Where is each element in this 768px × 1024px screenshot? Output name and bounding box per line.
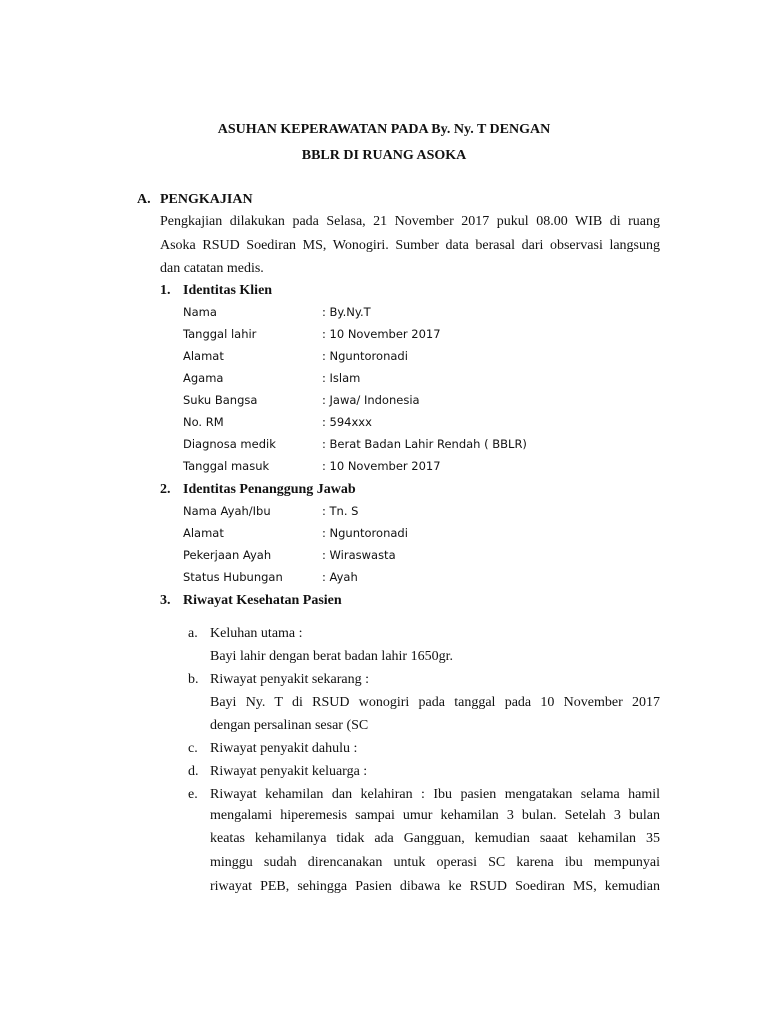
riwayat-number: 3. (160, 593, 171, 608)
riwayat-item-d-line-1: Riwayat penyakit keluarga : (210, 764, 368, 779)
riwayat-item-c-line-1: Riwayat penyakit dahulu : (210, 741, 358, 756)
riwayat-item-e-line-1: Riwayat kehamilan dan kelahiran : Ibu pasien mengatakan selama hamil (210, 787, 660, 802)
field-label-status-hubungan: Status Hubungan (183, 570, 283, 584)
identitas-penanggung-number: 2. (160, 482, 171, 497)
field-value-tanggal-lahir: : 10 November 2017 (322, 327, 441, 341)
field-value-alamat: : Nguntoronadi (322, 349, 408, 363)
section-a-heading: PENGKAJIAN (160, 192, 253, 207)
field-value-agama: : Islam (322, 371, 361, 385)
field-value-pekerjaan-ayah: : Wiraswasta (322, 548, 396, 562)
riwayat-item-e-marker: e. (188, 787, 198, 802)
riwayat-item-a-line-1: Keluhan utama : (210, 626, 303, 641)
riwayat-item-b-marker: b. (188, 672, 199, 687)
section-a-marker: A. (137, 192, 151, 207)
riwayat-item-a-line-2: Bayi lahir dengan berat badan lahir 1650gr. (210, 649, 453, 664)
field-label-tanggal-masuk: Tanggal masuk (183, 459, 270, 473)
field-value-alamat-penanggung: : Nguntoronadi (322, 526, 408, 540)
riwayat-item-d-marker: d. (188, 764, 199, 779)
riwayat-item-a-marker: a. (188, 626, 198, 641)
field-label-nama: Nama (183, 305, 217, 319)
field-label-agama: Agama (183, 371, 224, 385)
riwayat-item-b-line-1: Riwayat penyakit sekarang : (210, 672, 370, 687)
identitas-klien-number: 1. (160, 283, 171, 298)
riwayat-item-b-line-3: dengan persalinan sesar (SC (210, 718, 369, 733)
document-title-line-2: BBLR DI RUANG ASOKA (301, 148, 467, 163)
field-label-alamat: Alamat (183, 349, 224, 363)
field-value-nama: : By.Ny.T (322, 305, 371, 319)
riwayat-item-e-line-2: mengalami hiperemesis sampai umur kehamilan 3 bulan. Setelah 3 bulan (210, 808, 660, 823)
intro-line-2: Asoka RSUD Soediran MS, Wonogiri. Sumber data berasal dari observasi langsung (160, 238, 660, 253)
field-label-pekerjaan-ayah: Pekerjaan Ayah (183, 548, 272, 562)
field-value-nama-ayah-ibu: : Tn. S (322, 504, 359, 518)
riwayat-heading: Riwayat Kesehatan Pasien (183, 593, 342, 608)
field-label-suku-bangsa: Suku Bangsa (183, 393, 258, 407)
field-value-status-hubungan: : Ayah (322, 570, 358, 584)
field-value-diagnosa-medik: : Berat Badan Lahir Rendah ( BBLR) (322, 437, 527, 451)
field-label-alamat-penanggung: Alamat (183, 526, 224, 540)
identitas-penanggung-heading: Identitas Penanggung Jawab (183, 482, 356, 497)
field-label-no-rm: No. RM (183, 415, 224, 429)
riwayat-item-e-line-4: minggu sudah direncanakan untuk operasi SC karena ibu mempunyai (210, 855, 660, 870)
document-title-line-1: ASUHAN KEPERAWATAN PADA By. Ny. T DENGAN (217, 122, 551, 137)
riwayat-item-b-line-2: Bayi Ny. T di RSUD wonogiri pada tanggal pada 10 November 2017 (210, 695, 660, 710)
field-value-suku-bangsa: : Jawa/ Indonesia (322, 393, 420, 407)
field-value-no-rm: : 594xxx (322, 415, 372, 429)
identitas-klien-heading: Identitas Klien (183, 283, 273, 298)
intro-line-3: dan catatan medis. (160, 261, 264, 276)
field-label-tanggal-lahir: Tanggal lahir (183, 327, 257, 341)
riwayat-item-e-line-3: keatas kehamilanya tidak ada Gangguan, kemudian saaat kehamilan 35 (210, 831, 660, 846)
field-value-tanggal-masuk: : 10 November 2017 (322, 459, 441, 473)
field-label-nama-ayah-ibu: Nama Ayah/Ibu (183, 504, 271, 518)
riwayat-item-c-marker: c. (188, 741, 198, 756)
intro-line-1: Pengkajian dilakukan pada Selasa, 21 November 2017 pukul 08.00 WIB di ruang (160, 214, 660, 229)
field-label-diagnosa-medik: Diagnosa medik (183, 437, 276, 451)
riwayat-item-e-line-5: riwayat PEB, sehingga Pasien dibawa ke RSUD Soediran MS, kemudian (210, 879, 660, 894)
